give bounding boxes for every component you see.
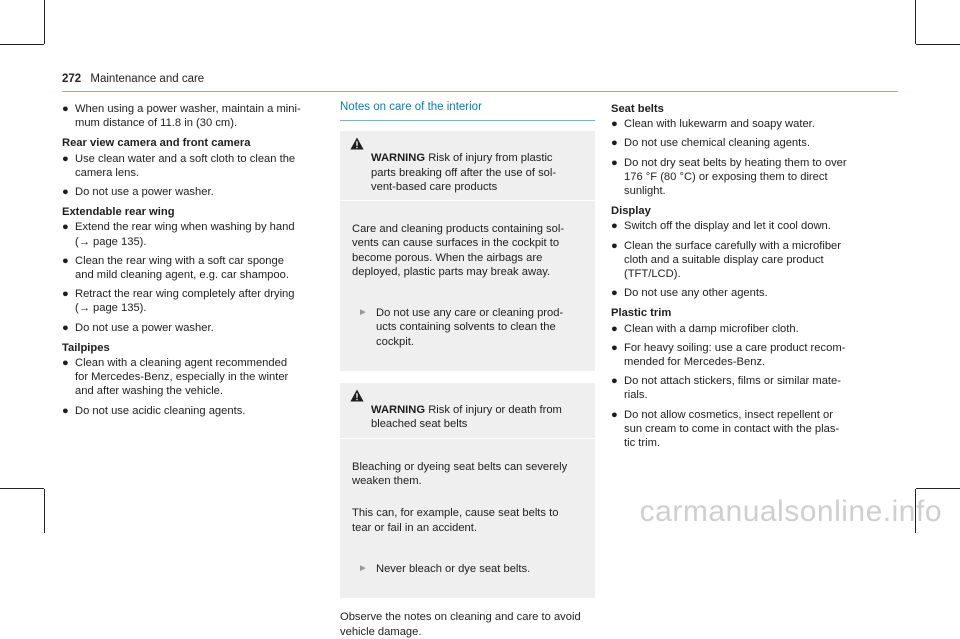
list-item: ● When using a power washer, maintain a mini- mum distance of 11.8 in (30 cm).	[62, 103, 301, 130]
column-right	[611, 102, 866, 455]
section-title: Maintenance and care	[90, 73, 205, 85]
bullet-icon: ●	[611, 287, 618, 300]
arrow-right-icon: ►	[358, 563, 368, 575]
bullet-icon: ●	[611, 118, 618, 131]
watermark: carmanualsonline.info	[639, 495, 942, 528]
bullet-icon: ●	[611, 341, 618, 354]
heading-display: Display	[611, 205, 651, 218]
crop-mark	[44, 489, 45, 533]
warning-headline: WARNING Risk of injury from plastic parts breaking off after the use of sol- vent-based care products	[340, 131, 595, 201]
bullet-icon: ●	[611, 220, 618, 233]
bullet-icon: ●	[62, 186, 69, 199]
bullet-icon: ●	[611, 408, 618, 421]
heading-rear-wing: Extendable rear wing	[62, 206, 175, 219]
list-item: ● Do not use chemical cleaning agents.	[611, 137, 810, 150]
bullet-icon: ●	[611, 375, 618, 388]
warning-triangle-icon	[350, 137, 364, 150]
section-heading: Notes on care of the interior	[340, 100, 595, 121]
footer-note: Observe the notes on cleaning and care to avoid vehicle damage.	[340, 611, 581, 638]
list-item: ● Clean with lukewarm and soapy water.	[611, 118, 815, 131]
bullet-icon: ●	[611, 239, 618, 252]
crop-mark	[916, 488, 960, 489]
page-header	[62, 73, 204, 85]
heading-tailpipes: Tailpipes	[62, 341, 110, 354]
warning-box	[340, 383, 595, 598]
bullet-icon: ●	[62, 288, 69, 301]
bullet-icon: ●	[611, 156, 618, 169]
bullet-icon: ●	[62, 254, 69, 267]
heading-plastic-trim: Plastic trim	[611, 307, 672, 320]
header-rule	[62, 91, 898, 92]
action-item: ► Never bleach or dye seat belts.	[358, 563, 531, 576]
crop-mark	[915, 0, 916, 44]
crop-mark	[0, 488, 44, 489]
list-item: ● Clean the surface carefully with a microfiber cloth and a suitable display care product (TFT/LCD).	[611, 239, 842, 281]
list-item: ● Clean the rear wing with a soft car sponge and mild cleaning agent, e.g. car shampoo.	[62, 254, 289, 282]
bullet-icon: ●	[62, 152, 69, 165]
bullet-icon: ●	[62, 321, 69, 334]
bullet-icon: ●	[62, 357, 69, 370]
warning-box	[340, 131, 595, 371]
bullet-icon: ●	[611, 137, 618, 150]
arrow-right-icon: ►	[358, 307, 368, 319]
warning-body: Care and cleaning products containing sol- vents can cause surfaces in the cockpit to become porous. When the airbags are deployed, plastic parts may break away. ► Do not use any care or cleaning prod- ucts containing solvents to clean the cockpit.	[340, 201, 595, 371]
list-item: ● Retract the rear wing completely after drying (→ page 135).	[62, 288, 295, 315]
warning-triangle-icon	[350, 389, 364, 402]
crop-mark	[44, 0, 45, 44]
heading-seat-belts: Seat belts	[611, 103, 664, 115]
list-item: ● For heavy soiling: use a care product recom- mended for Mercedes-Benz.	[611, 341, 846, 369]
list-item: ● Use clean water and a soft cloth to clean the camera lens.	[62, 152, 296, 179]
crop-mark	[916, 44, 960, 45]
list-item: ● Switch off the display and let it cool down.	[611, 220, 831, 233]
bullet-icon: ●	[62, 103, 69, 115]
list-item: ● Do not attach stickers, films or similar mate- rials.	[611, 375, 841, 402]
list-item: ● Clean with a cleaning agent recommended for Mercedes-Benz, especially in the winter and after washing the vehicle.	[62, 357, 289, 398]
warning-label: WARNING	[371, 404, 426, 417]
list-item: ● Do not allow cosmetics, insect repellent or sun cream to come in contact with the plas- tic trim.	[611, 408, 840, 450]
column-middle	[340, 100, 595, 639]
list-item: ● Extend the rear wing when washing by hand (→ page 135).	[62, 221, 295, 248]
column-left	[62, 102, 317, 423]
crop-mark	[0, 44, 44, 45]
action-item: ► Do not use any care or cleaning prod- ucts containing solvents to clean the cockpit.	[358, 307, 564, 348]
bullet-icon: ●	[62, 404, 69, 417]
bullet-icon: ●	[62, 221, 69, 234]
list-item: ● Do not use a power washer.	[62, 186, 214, 199]
list-item: ● Do not dry seat belts by heating them to over 176 °F (80 °C) or exposing them to direct sunlight.	[611, 156, 847, 198]
page-number: 272	[62, 73, 82, 85]
warning-body: Bleaching or dyeing seat belts can severely weaken them. This can, for example, cause seat belts to tear or fail in an accident. ► Never bleach or dye seat belts.	[340, 439, 595, 599]
list-item: ● Do not use a power washer.	[62, 321, 214, 334]
heading-rear-camera: Rear view camera and front camera	[62, 137, 251, 150]
list-item: ● Clean with a damp microfiber cloth.	[611, 322, 799, 335]
bullet-icon: ●	[611, 322, 618, 335]
warning-headline: WARNING Risk of injury or death from bleached seat belts	[340, 383, 595, 439]
warning-label: WARNING	[371, 152, 426, 165]
list-item: ● Do not use any other agents.	[611, 287, 768, 300]
list-item: ● Do not use acidic cleaning agents.	[62, 404, 246, 417]
